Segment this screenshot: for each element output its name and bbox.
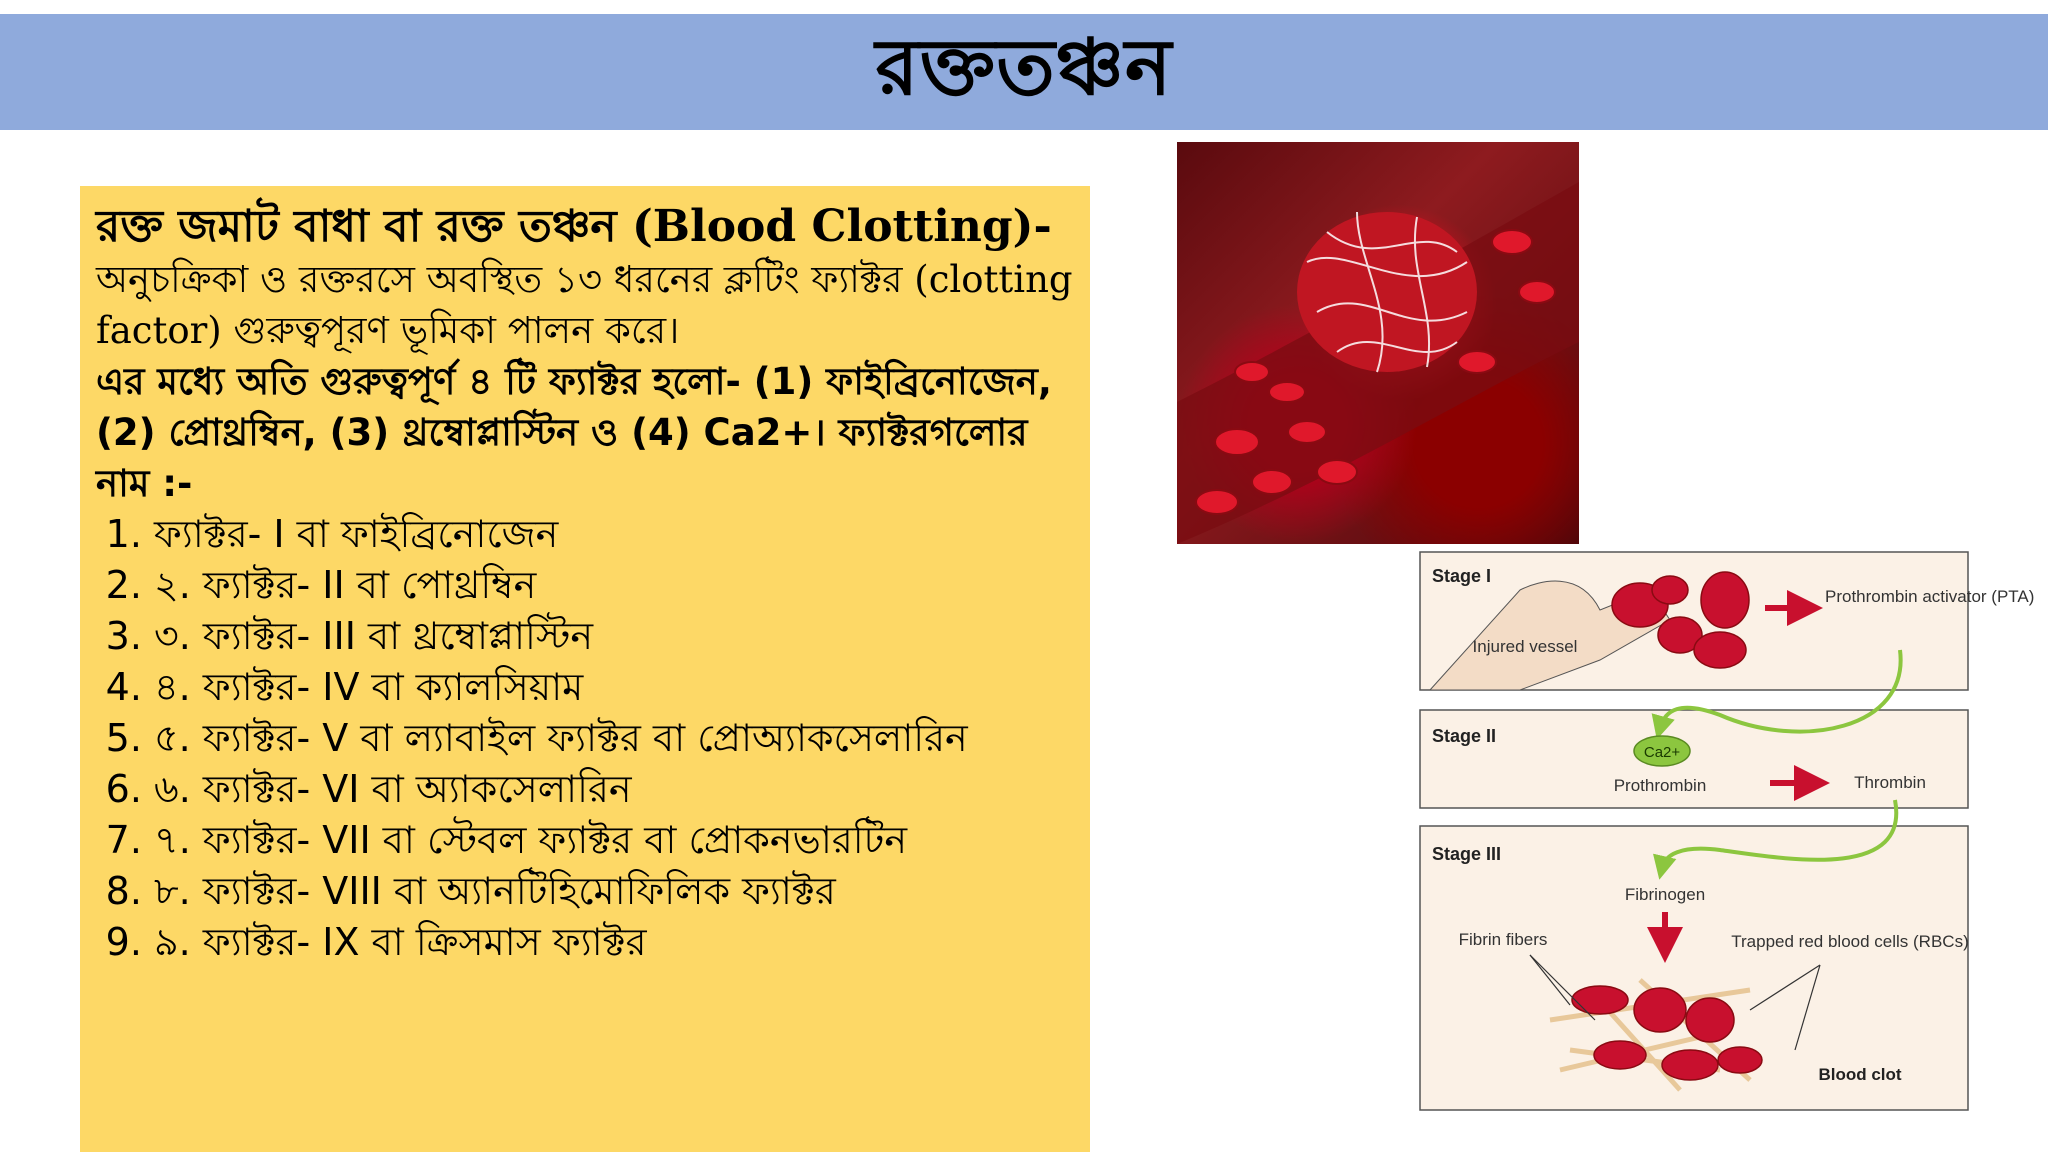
trapped-rbc-label: Trapped red blood cells (RBCs) — [1731, 932, 1969, 951]
stage-1-label: Stage I — [1432, 566, 1492, 586]
pta-label: Prothrombin activator (PTA) — [1825, 587, 2035, 606]
title-bar — [0, 14, 2048, 130]
list-item: 6. ৬. ফ্যাক্টর- VI বা অ্যাকসেলারিন — [154, 764, 1076, 815]
section-heading: রক্ত জমাট বাধা বা রক্ত তঞ্চন (Blood Clotting)- — [96, 201, 1052, 252]
clotting-stages-diagram — [1420, 550, 2035, 1115]
injured-vessel-label: Injured vessel — [1472, 637, 1578, 656]
prothrombin-label: Prothrombin — [1613, 776, 1707, 795]
stage-2-label: Stage II — [1432, 726, 1497, 746]
slide-title: রক্ততঞ্চন — [875, 23, 1173, 113]
list-item: 1. ফ্যাক্টর- I বা ফাইব্রিনোজেন — [154, 509, 1076, 560]
list-item: 8. ৮. ফ্যাক্টর- VIII বা অ্যানটিহিমোফিলিক ফ্যাক্টর — [154, 866, 1076, 917]
thrombin-label: Thrombin — [1854, 773, 1926, 792]
stage-3-label: Stage III — [1432, 844, 1502, 864]
blood-clot-illustration — [1177, 142, 1579, 544]
important-factors-line: এর মধ্যে অতি গুরুত্বপূর্ণ ৪ টি ফ্যাক্টর হলো- (1) ফাইব্রিনোজেন, (2) প্রোথ্রম্বিন, (3) থ্রম্বোপ্লাস্টিন ও (4) Ca2+। ফ্যাক্টরগলোর নাম :- — [96, 360, 1052, 505]
list-item: 4. ৪. ফ্যাক্টর- IV বা ক্যালসিয়াম — [154, 662, 1076, 713]
blood-clot-label: Blood clot — [1818, 1065, 1902, 1084]
list-item: 7. ৭. ফ্যাক্টর- VII বা স্টেবল ফ্যাক্টর বা প্রোকনভারটিন — [154, 815, 1076, 866]
fibrinogen-label: Fibrinogen — [1624, 885, 1706, 904]
blood-clot-photo — [1177, 142, 1579, 544]
fibrin-fibers-label: Fibrin fibers — [1458, 930, 1548, 949]
list-item: 5. ৫. ফ্যাক্টর- V বা ল্যাবাইল ফ্যাক্টর বা প্রোঅ্যাকসেলারিন — [154, 713, 1076, 764]
list-item: 3. ৩. ফ্যাক্টর- III বা থ্রম্বোপ্লাস্টিন — [154, 611, 1076, 662]
text-box — [80, 186, 1090, 1152]
calcium-label: Ca2+ — [1643, 744, 1681, 761]
list-item: 2. ২. ফ্যাক্টর- II বা পোথ্রম্বিন — [154, 560, 1076, 611]
intro-paragraph: অনুচক্রিকা ও রক্তরসে অবস্থিত ১৩ ধরনের ক্লটিং ফ্যাক্টর (clotting factor) গুরুত্বপূরণ ভূমিকা পালন করে। — [96, 258, 1073, 352]
factor-list — [96, 509, 1076, 968]
list-item: 9. ৯. ফ্যাক্টর- IX বা ক্রিসমাস ফ্যাক্টর — [154, 917, 1076, 968]
